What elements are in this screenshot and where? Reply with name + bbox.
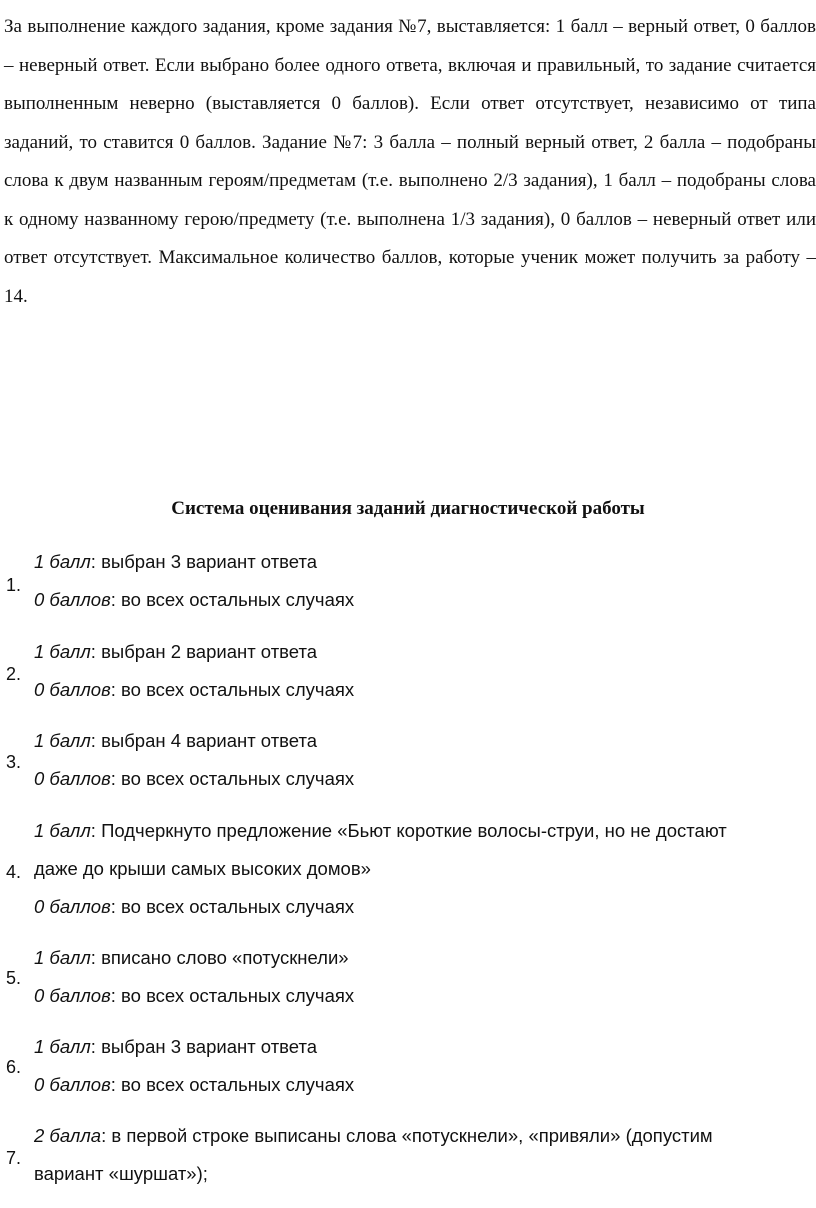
criterion-text: : во всех остальных случаях [110, 985, 355, 1006]
item-number: 1. [6, 575, 22, 595]
criterion-text: : во всех остальных случаях [110, 768, 355, 789]
points-label: 1 балл [34, 730, 91, 751]
points-label: 0 баллов [34, 896, 111, 917]
criterion-text: : выбран 3 вариант ответа [90, 1036, 318, 1057]
item-number: 3. [6, 752, 22, 772]
criterion-text: : выбран 3 вариант ответа [90, 551, 318, 572]
points-label: 1 балл [34, 820, 91, 841]
item-line [34, 588, 810, 612]
item-line [34, 1035, 810, 1059]
item-line [34, 1124, 810, 1148]
item-number: 5. [6, 968, 22, 988]
criterion-text: вариант «шуршат»); [34, 1163, 208, 1184]
criterion-text: : выбран 4 вариант ответа [90, 730, 318, 751]
criterion-text: : выбран 2 вариант ответа [90, 641, 318, 662]
item-number: 4. [6, 862, 22, 882]
criterion-text: : во всех остальных случаях [110, 589, 355, 610]
criterion-text: : вписано слово «потускнели» [90, 947, 349, 968]
item-line [34, 984, 810, 1008]
criterion-text: : во всех остальных случаях [110, 896, 355, 917]
item-line [34, 1073, 810, 1097]
item-line [34, 767, 810, 791]
item-line [34, 550, 810, 574]
item-number: 7. [6, 1148, 22, 1168]
item-line [34, 678, 810, 702]
item-line [34, 857, 810, 881]
item-number: 6. [6, 1057, 22, 1077]
criterion-text: даже до крыши самых высоких домов» [34, 858, 371, 879]
points-label: 1 балл [34, 1036, 91, 1057]
points-label: 0 баллов [34, 985, 111, 1006]
criterion-text: : в первой строке выписаны слова «потускнели», «привяли» (допустим [101, 1125, 713, 1146]
item-number: 2. [6, 664, 22, 684]
points-label: 1 балл [34, 551, 91, 572]
item-line [34, 946, 810, 970]
criterion-text: : Подчеркнуто предложение «Бьют короткие волосы-струи, но не достают [90, 820, 727, 841]
item-line [34, 640, 810, 664]
section-title: Система оценивания заданий диагностической работы [171, 498, 645, 519]
points-label: 0 баллов [34, 589, 111, 610]
points-label: 0 баллов [34, 768, 111, 789]
item-line [34, 729, 810, 753]
scoring-intro-paragraph: За выполнение каждого задания, кроме задания №7, выставляется: 1 балл – верный ответ, 0 баллов – неверный ответ. Если выбрано более одного ответа, включая и правильный, то задание считается выполненным неверно (выставляется 0 баллов). Если ответ отсутствует, независимо от типа заданий, то ставится 0 баллов. Задание №7: 3 балла – полный верный ответ, 2 балла – подобраны слова к двум названным героям/предметам (т.е. выполнено 2/3 задания), 1 балл – подобраны слова к одному названному герою/предмету (т.е. выполнена 1/3 задания), 0 баллов – неверный ответ или ответ отсутствует. Максимальное количество баллов, которые ученик может получить за работу – 14. [4, 16, 816, 307]
points-label: 1 балл [34, 641, 91, 662]
item-line [34, 895, 810, 919]
criterion-text: : во всех остальных случаях [110, 1074, 355, 1095]
points-label: 1 балл [34, 947, 91, 968]
criterion-text: : во всех остальных случаях [110, 679, 355, 700]
points-label: 0 баллов [34, 1074, 111, 1095]
points-label: 2 балла [34, 1125, 102, 1146]
item-line [34, 819, 810, 843]
item-line [34, 1162, 810, 1186]
points-label: 0 баллов [34, 679, 111, 700]
